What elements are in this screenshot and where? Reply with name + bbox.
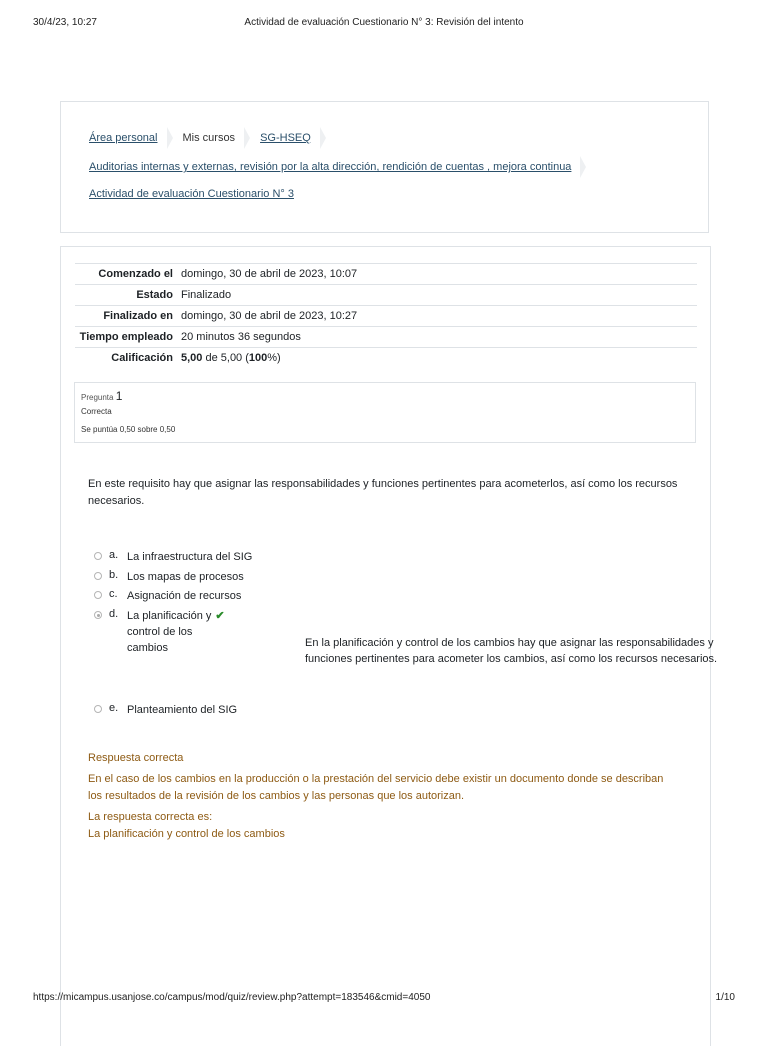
summary-row-state	[75, 285, 697, 306]
option-text: Los mapas de procesos	[127, 571, 244, 583]
answer-option-d[interactable]	[94, 608, 225, 656]
option-letter: a.	[109, 549, 119, 561]
grade-percent: 100	[248, 352, 268, 364]
option-letter: e.	[109, 702, 119, 714]
grade-percent-sign: %)	[267, 352, 281, 364]
option-text	[127, 608, 225, 656]
quiz-review-region	[60, 246, 718, 1046]
option-text: La infraestructura del SIG	[127, 551, 253, 563]
radio-button[interactable]	[94, 705, 102, 713]
print-title: Actividad de evaluación Cuestionario N° 3: Revisión del intento	[244, 17, 524, 28]
summary-label: Estado	[136, 289, 173, 301]
chevron-right-icon	[580, 156, 586, 178]
outcome-title: Respuesta correcta	[88, 752, 184, 764]
question-prefix: Pregunta	[81, 393, 114, 402]
print-url: https://micampus.usanjose.co/campus/mod/quiz/review.php?attempt=183546&cmid=4050	[33, 992, 431, 1003]
breadcrumb	[60, 101, 709, 233]
chevron-right-icon	[320, 127, 326, 149]
breadcrumb-mis-cursos[interactable]: Mis cursos	[182, 132, 236, 144]
question-outcome	[88, 750, 678, 843]
option-letter: b.	[109, 569, 119, 581]
attempt-summary-table	[75, 263, 697, 368]
grade-score: 5,00	[181, 352, 203, 364]
answer-option-c[interactable]	[94, 588, 241, 604]
summary-label: Comenzado el	[98, 268, 173, 280]
option-text-line: cambios	[127, 642, 168, 654]
right-answer-label: La respuesta correcta es:	[88, 811, 213, 823]
summary-row-grade	[75, 348, 697, 369]
radio-button[interactable]	[94, 591, 102, 599]
breadcrumb-row-1	[89, 127, 336, 149]
print-date: 30/4/23, 10:27	[33, 17, 97, 28]
radio-button[interactable]	[94, 572, 102, 580]
summary-row-started	[75, 264, 697, 285]
breadcrumb-area-personal[interactable]: Área personal	[89, 132, 158, 144]
summary-label: Tiempo empleado	[79, 331, 173, 343]
print-page-number: 1/10	[715, 992, 735, 1003]
radio-button[interactable]	[94, 552, 102, 560]
question-grade: Se puntúa 0,50 sobre 0,50	[81, 425, 176, 434]
summary-row-finished	[75, 306, 697, 327]
question-number-value: 1	[115, 389, 123, 403]
chevron-right-icon	[167, 127, 173, 149]
option-letter: c.	[109, 588, 118, 600]
question-state: Correcta	[81, 407, 112, 416]
radio-button-selected[interactable]	[94, 611, 102, 619]
summary-value: domingo, 30 de abril de 2023, 10:27	[181, 310, 358, 322]
chevron-right-icon	[244, 127, 250, 149]
answer-option-a[interactable]	[94, 549, 252, 565]
question-info-panel	[74, 382, 696, 443]
summary-label: Finalizado en	[103, 310, 173, 322]
summary-row-time-taken	[75, 327, 697, 348]
breadcrumb-course[interactable]: SG-HSEQ	[260, 132, 311, 144]
breadcrumb-activity[interactable]: Actividad de evaluación Cuestionario N° 3	[89, 188, 294, 200]
question-number	[81, 389, 122, 403]
breadcrumb-section[interactable]: Auditorias internas y externas, revisión por la alta dirección, rendición de cuentas , mejora continua	[89, 161, 572, 173]
question-text: En este requisito hay que asignar las responsabilidades y funciones pertinentes para acometerlos, así como los recursos necesarios.	[88, 478, 678, 507]
answer-option-b[interactable]	[94, 569, 244, 585]
answer-option-e[interactable]	[94, 702, 237, 718]
option-text: Asignación de recursos	[127, 590, 242, 602]
option-letter: d.	[109, 608, 119, 620]
summary-value: Finalizado	[181, 289, 232, 301]
summary-value: domingo, 30 de abril de 2023, 10:07	[181, 268, 358, 280]
checkmark-icon: ✔	[215, 610, 225, 622]
option-feedback: En la planificación y control de los cambios hay que asignar las responsabilidades y funciones pertinentes para acometer los cambios, así como los recursos necesarios.	[305, 637, 718, 665]
option-text: Planteamiento del SIG	[127, 704, 238, 716]
right-answer: La planificación y control de los cambios	[88, 828, 285, 840]
option-text-line: La planificación y	[127, 610, 212, 622]
summary-value	[181, 348, 697, 369]
summary-value: 20 minutos 36 segundos	[181, 331, 301, 343]
general-feedback: En el caso de los cambios en la producción o la prestación del servicio debe existir un documento donde se describan los resultados de la revisión de los cambios y las personas que los autorizan.	[88, 773, 664, 802]
breadcrumb-row-2	[89, 156, 596, 178]
breadcrumb-row-3	[89, 188, 294, 200]
grade-out-of: de 5,00 (	[202, 352, 249, 364]
summary-label: Calificación	[111, 352, 173, 364]
option-text-line: control de los	[127, 626, 193, 638]
